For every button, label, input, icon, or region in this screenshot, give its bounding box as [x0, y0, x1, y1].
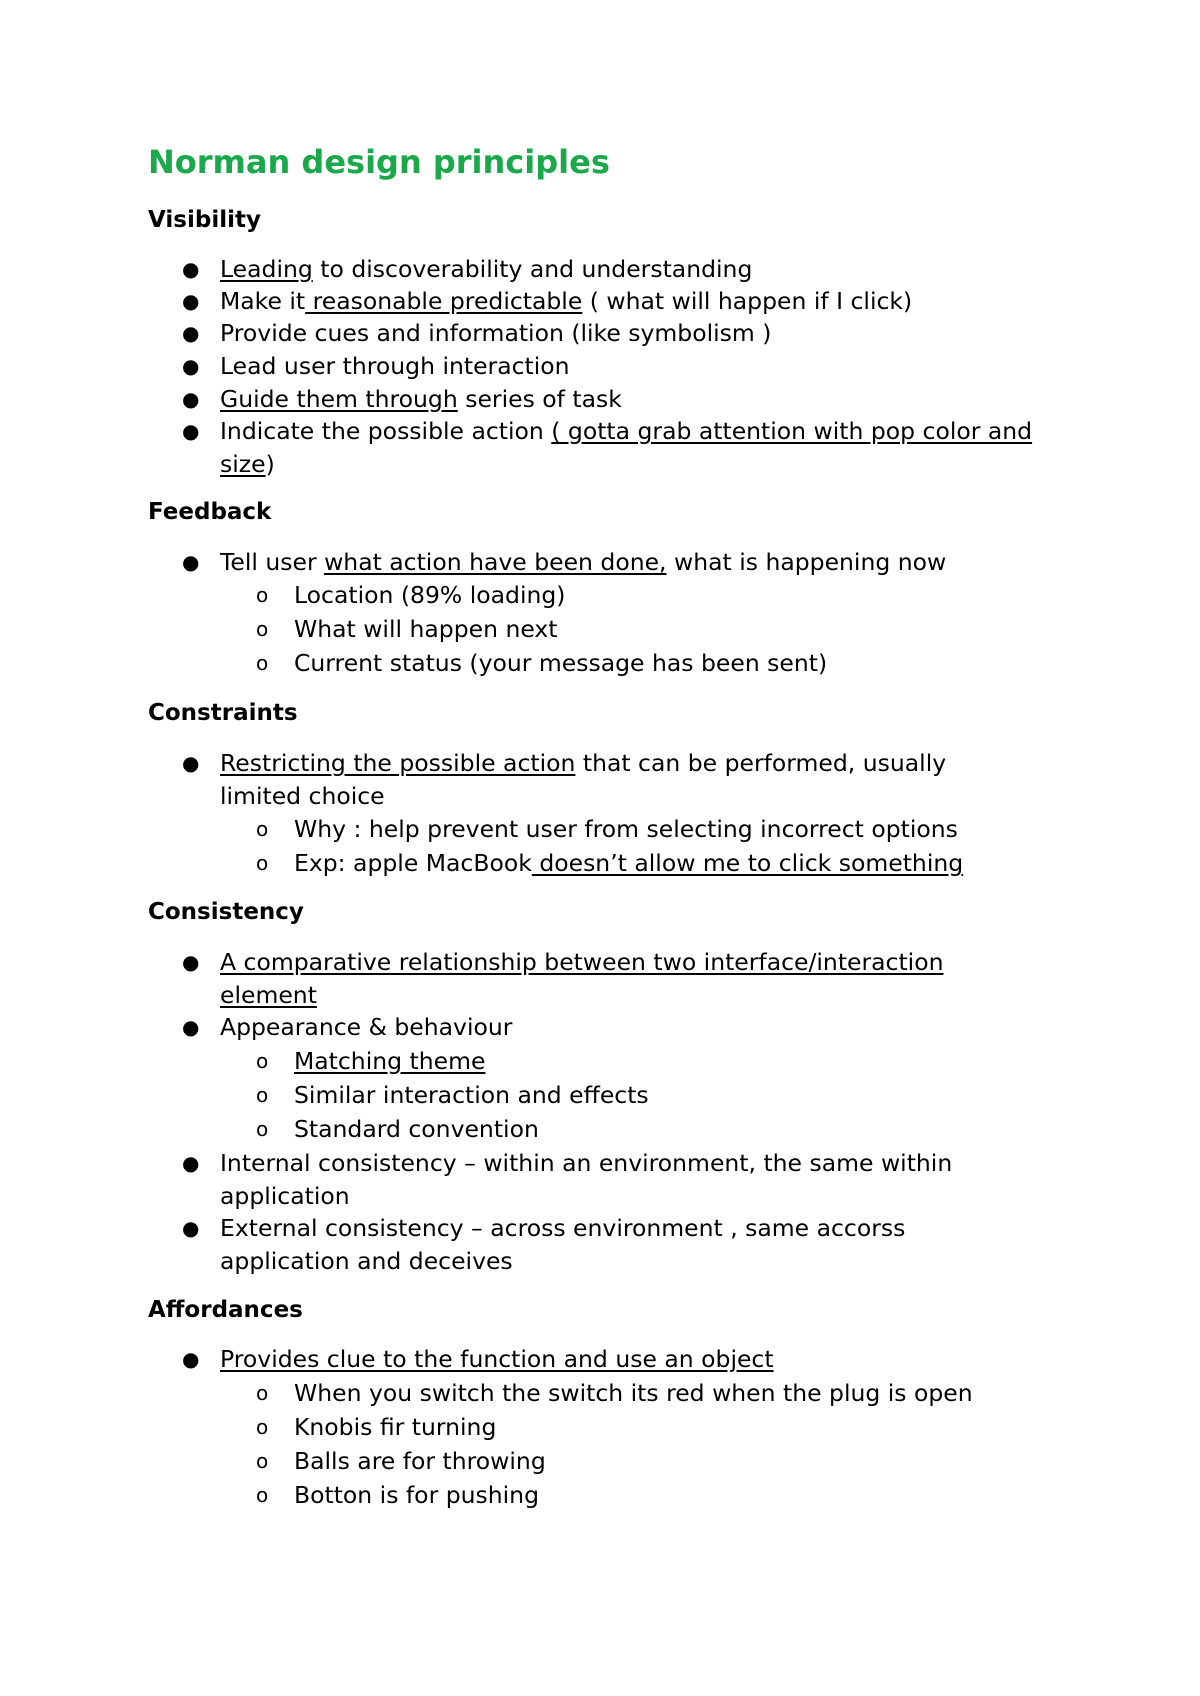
sub-list-item: Similar interaction and effects: [294, 1081, 649, 1109]
sub-list-item: [294, 1046, 485, 1076]
item-text: that can be performed, usually: [575, 749, 947, 777]
underlined-text: Leading: [220, 255, 313, 283]
section-heading-consistency: Consistency: [148, 899, 304, 925]
section-heading-constraints: Constraints: [148, 700, 298, 726]
list-item: [220, 1344, 774, 1374]
item-text: Exp: apple MacBook: [294, 849, 532, 877]
sub-list-item: Botton is for pushing: [294, 1481, 539, 1509]
item-text: ): [265, 450, 275, 478]
bullet-marker: ●: [182, 1015, 200, 1039]
bullet-marker: ●: [182, 550, 200, 574]
underlined-text: element: [220, 981, 317, 1009]
item-text: to discoverability and understanding: [312, 255, 753, 283]
bullet-marker: ●: [182, 419, 200, 443]
sub-bullet-marker: o: [256, 1449, 269, 1473]
section-heading-feedback: Feedback: [148, 499, 272, 525]
sub-bullet-marker: o: [256, 1381, 269, 1405]
list-item: [220, 384, 622, 414]
underlined-text: reasonable predictable: [305, 287, 583, 315]
sub-bullet-marker: o: [256, 1415, 269, 1439]
section-heading-affordances: Affordances: [148, 1297, 303, 1323]
item-text: Make it: [220, 287, 306, 315]
sub-list-item: [294, 848, 963, 878]
list-item: [220, 254, 752, 284]
underlined-text: what action have been done,: [324, 548, 667, 576]
list-item: [220, 547, 946, 577]
sub-list-item: Location (89% loading): [294, 581, 566, 609]
sub-list-item: Balls are for throwing: [294, 1447, 546, 1475]
list-item: Provide cues and information (like symbolism ): [220, 319, 772, 347]
underlined-text: Matching theme: [294, 1047, 486, 1075]
sub-bullet-marker: o: [256, 1083, 269, 1107]
sub-bullet-marker: o: [256, 1483, 269, 1507]
item-text: Indicate the possible action: [220, 417, 552, 445]
item-text: ( what will happen if I click): [582, 287, 913, 315]
bullet-marker: ●: [182, 289, 200, 313]
list-item-continuation: limited choice: [220, 782, 385, 810]
bullet-marker: ●: [182, 257, 200, 281]
list-item: External consistency – across environment , same accorss: [220, 1214, 906, 1242]
bullet-marker: ●: [182, 1151, 200, 1175]
list-item: [220, 286, 912, 316]
sub-list-item: Why : help prevent user from selecting incorrect options: [294, 815, 958, 843]
bullet-marker: ●: [182, 1216, 200, 1240]
underlined-text: doesn’t allow me to click something: [531, 849, 964, 877]
list-item: [220, 416, 1032, 446]
list-item: [220, 947, 944, 977]
sub-list-item: What will happen next: [294, 615, 558, 643]
page-title: Norman design principles: [148, 143, 610, 181]
list-item-continuation: application: [220, 1182, 350, 1210]
item-text: Tell user: [220, 548, 325, 576]
bullet-marker: ●: [182, 387, 200, 411]
sub-bullet-marker: o: [256, 817, 269, 841]
underlined-text: A comparative relationship between two interface/interaction: [220, 948, 944, 976]
sub-bullet-marker: o: [256, 583, 269, 607]
bullet-marker: ●: [182, 321, 200, 345]
sub-bullet-marker: o: [256, 617, 269, 641]
sub-bullet-marker: o: [256, 1117, 269, 1141]
item-text: what is happening now: [666, 548, 947, 576]
sub-list-item: Knobis fir turning: [294, 1413, 497, 1441]
sub-bullet-marker: o: [256, 651, 269, 675]
bullet-marker: ●: [182, 751, 200, 775]
underlined-text: size: [220, 450, 266, 478]
sub-list-item: Current status (your message has been sent): [294, 649, 828, 677]
list-item-continuation: [220, 980, 317, 1010]
sub-list-item: Standard convention: [294, 1115, 539, 1143]
underlined-text: Restricting the possible action: [220, 749, 576, 777]
bullet-marker: ●: [182, 950, 200, 974]
underlined-text: Guide them through: [220, 385, 458, 413]
underlined-text: Provides clue to the function and use an object: [220, 1345, 774, 1373]
list-item-continuation: application and deceives: [220, 1247, 513, 1275]
sub-bullet-marker: o: [256, 851, 269, 875]
bullet-marker: ●: [182, 1347, 200, 1371]
list-item: Lead user through interaction: [220, 352, 570, 380]
list-item: [220, 748, 946, 778]
list-item: Internal consistency – within an environment, the same within: [220, 1149, 953, 1177]
list-item: Appearance & behaviour: [220, 1013, 513, 1041]
sub-bullet-marker: o: [256, 1049, 269, 1073]
item-text: series of task: [457, 385, 622, 413]
list-item-continuation: [220, 449, 275, 479]
underlined-text: ( gotta grab attention with pop color and: [551, 417, 1033, 445]
section-heading-visibility: Visibility: [148, 207, 261, 233]
bullet-marker: ●: [182, 354, 200, 378]
sub-list-item: When you switch the switch its red when the plug is open: [294, 1379, 973, 1407]
